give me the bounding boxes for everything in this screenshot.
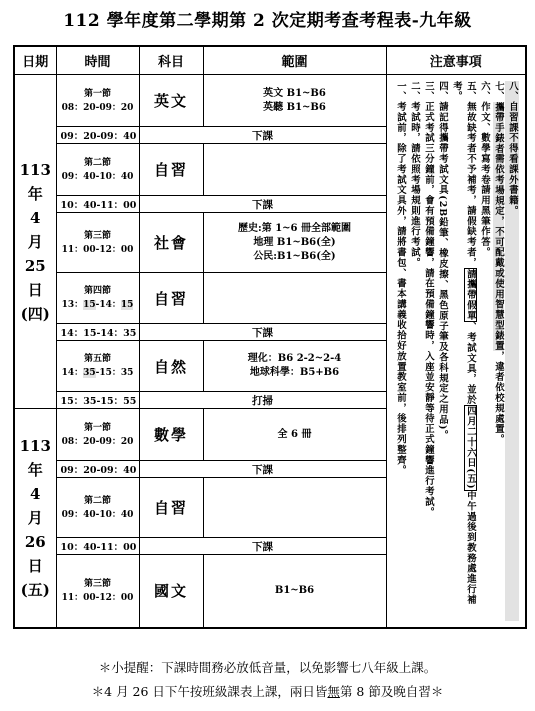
range-cell: 全 6 冊	[203, 409, 386, 461]
date-day1: 113 年 4 月 25 日 (四)	[14, 75, 56, 409]
range-cell	[203, 478, 386, 538]
date-day2: 113 年 4 月 26 日 (五)	[14, 409, 56, 628]
header-subject: 科目	[139, 46, 203, 75]
break-time: 14：15-14：35	[56, 324, 139, 341]
subject-cell: 自習	[139, 144, 203, 196]
exam-schedule-table	[13, 45, 527, 629]
notes-cell	[386, 75, 526, 628]
time-cell: 第一節 08：20-09：20	[56, 75, 139, 127]
time-cell: 第一節 08：20-09：20	[56, 409, 139, 461]
subject-cell: 國文	[139, 555, 203, 628]
header-date: 日期	[14, 46, 56, 75]
note-1: 一、考試前，除了考試文具外，請將書包、書本講義收拾好放置教室前，後排列整齊。	[395, 81, 406, 476]
break-time: 15：35-15：55	[56, 392, 139, 409]
note-4: 四、請記得攜帶考試文具(2B鉛筆、橡皮擦、黑色原子筆及各科規定之用品)。	[437, 81, 448, 441]
range-cell: 英文 B1~B6 英聽 B1~B6	[203, 75, 386, 127]
exam-row	[14, 75, 526, 127]
break-label: 下課	[139, 538, 386, 555]
header-notes: 注意事項	[386, 46, 526, 75]
range-cell: 理化：B6 2-2~2-4 地球科學：B5+B6	[203, 341, 386, 392]
note-3: 三、正式考試三分鐘前，會有預備鐘響，請在預備鐘響時，入座並安靜等待正式鐘響進行考試。	[423, 81, 434, 518]
notes-text	[393, 81, 519, 621]
range-cell: B1~B6	[203, 555, 386, 628]
subject-cell: 英文	[139, 75, 203, 127]
subject-cell: 社會	[139, 213, 203, 273]
break-label: 下課	[139, 127, 386, 144]
subject-cell: 自習	[139, 273, 203, 324]
time-cell: 第二節 09：40-10：40	[56, 478, 139, 538]
header-row	[14, 46, 526, 75]
header-time: 時間	[56, 46, 139, 75]
subject-cell: 自習	[139, 478, 203, 538]
range-cell	[203, 144, 386, 196]
note-8: 八、自習課不得看課外書籍。	[505, 81, 519, 621]
break-label: 打掃	[139, 392, 386, 409]
time-cell: 第四節 13：15-14：15	[56, 273, 139, 324]
break-label: 下課	[139, 196, 386, 213]
subject-cell: 自然	[139, 341, 203, 392]
range-cell	[203, 273, 386, 324]
break-time: 09：20-09：40	[56, 461, 139, 478]
break-label: 下課	[139, 324, 386, 341]
break-time: 10：40-11：00	[56, 196, 139, 213]
note-7: 七、攜帶手錶者需依考場規定，不可配戴或使用智慧型錶置，違者依校規處置。	[493, 81, 504, 445]
time-cell: 第五節 14：35-15：35	[56, 341, 139, 392]
header-range: 範圍	[203, 46, 386, 75]
footer-reminder: ＊小提醒：下課時間務必放低音量，以免影響七八年級上課。	[98, 660, 437, 675]
break-time: 09：20-09：40	[56, 127, 139, 144]
time-cell: 第三節 11：00-12：00	[56, 213, 139, 273]
break-label: 下課	[139, 461, 386, 478]
break-time: 10：40-11：00	[56, 538, 139, 555]
note-5: 五、無故缺考者不予補考，請假缺考者，請攜帶假單、考試文具，並於四月二十六日(五)中午過後到教務處進行補考。	[451, 81, 476, 606]
time-cell: 第二節 09：40-10：40	[56, 144, 139, 196]
footer-note: ＊4 月 26 日下午按班級課表上課，兩日皆無第 8 節及晚自習＊	[91, 684, 444, 699]
note-6: 六、作文、數學寫考卷請用黑筆作答。	[479, 81, 490, 258]
time-cell: 第三節 11：00-12：00	[56, 555, 139, 628]
page-title: 112 學年度第二學期第 2 次定期考查考程表-九年級	[63, 11, 472, 31]
subject-cell: 數學	[139, 409, 203, 461]
range-cell: 歷史:第 1~6 冊全部範圍 地理 B1~B6(全) 公民:B1~B6(全)	[203, 213, 386, 273]
note-2: 二、考試時，請依照考場規則進行考試。	[409, 81, 420, 269]
